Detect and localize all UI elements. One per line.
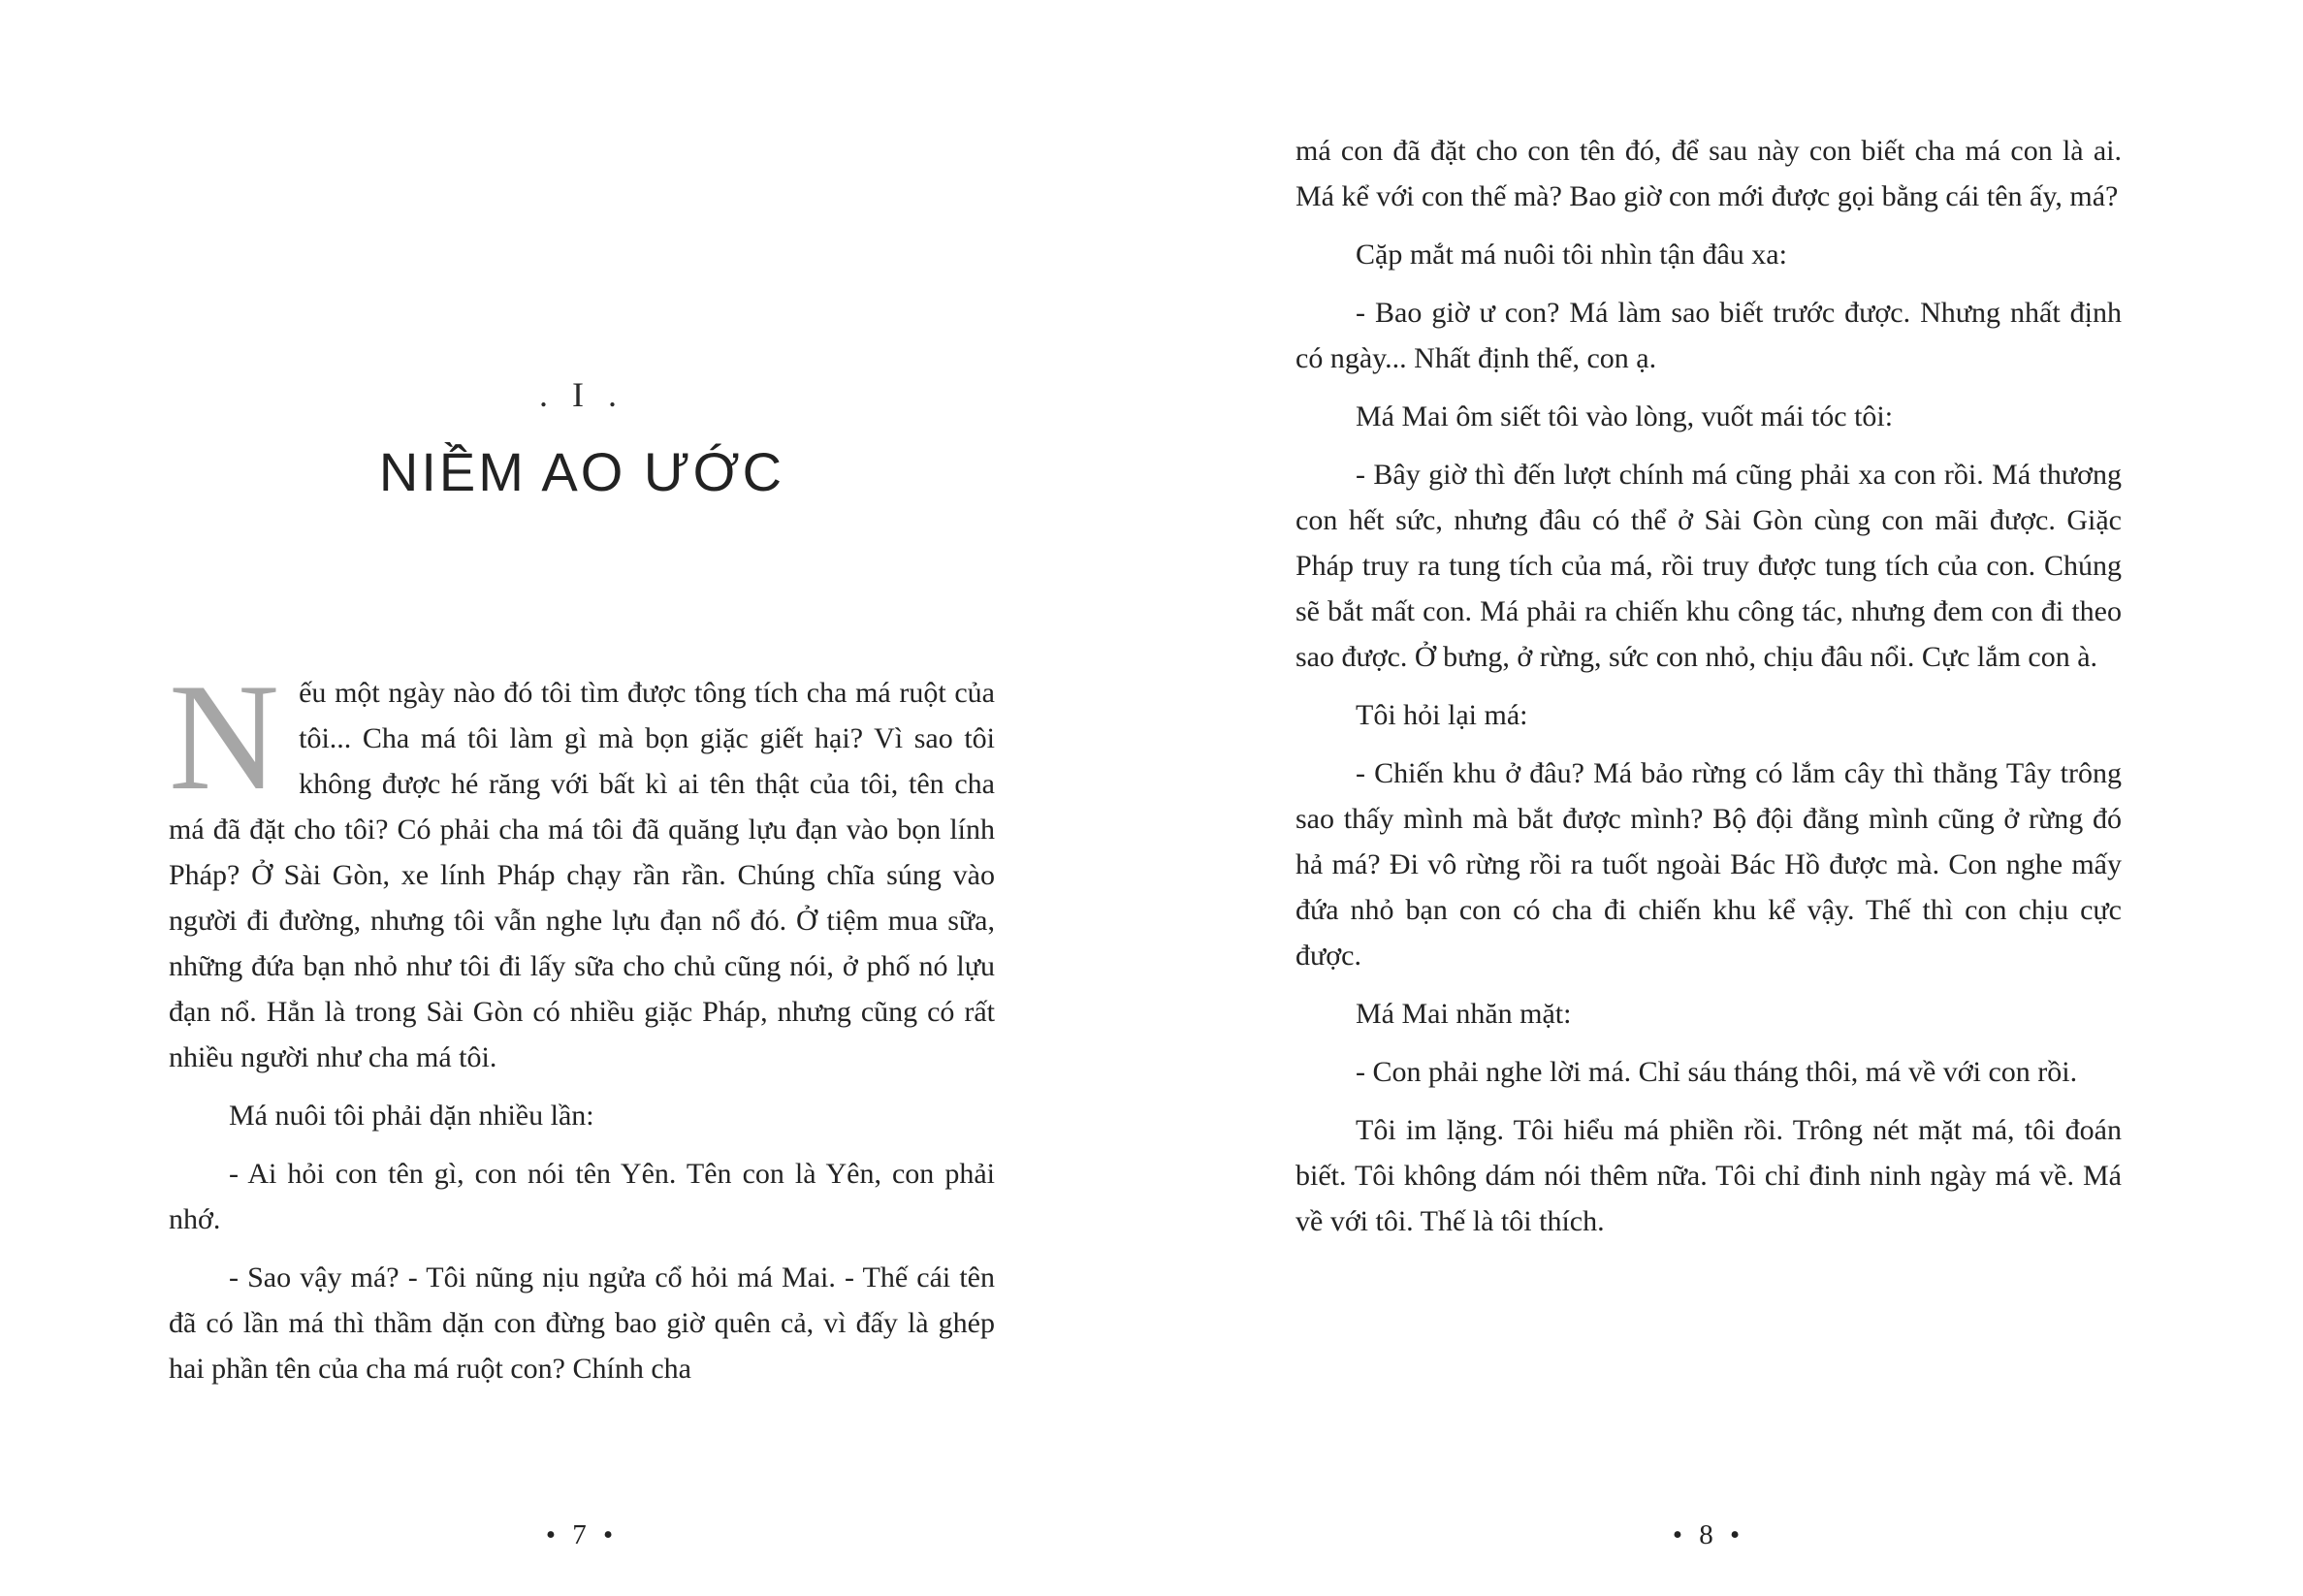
opening-paragraph-text: ếu một ngày nào đó tôi tìm được tông tích cha má ruột của tôi... Cha má tôi làm gì mà bọn giặc giết hại? Vì sao tôi không được hé răng với bất kì ai tên thật của tôi, tên cha má đã đặt cho tôi? Có phải cha má tôi đã quăng lựu đạn vào bọn lính Pháp? Ở Sài Gòn, xe lính Pháp chạy rần rần. Chúng chĩa súng vào người đi đường, nhưng tôi vẫn nghe lựu đạn nổ đó. Ở tiệm mua sữa, những đứa bạn nhỏ như tôi đi lấy sữa cho chủ cũng nói, ở phố nó lựu đạn nổ. Hẳn là trong Sài Gòn có nhiều giặc Pháp, nhưng cũng có rất nhiều người như cha má tôi. (169, 677, 995, 1073)
paragraph: - Con phải nghe lời má. Chỉ sáu tháng thôi, má về với con rồi. (1356, 1056, 2078, 1088)
paragraph: Tôi hỏi lại má: (1356, 699, 1528, 731)
chapter-header (169, 374, 995, 503)
paragraph: Má Mai ôm siết tôi vào lòng, vuốt mái tóc tôi: (1356, 400, 1894, 432)
paragraph: Má Mai nhăn mặt: (1356, 998, 1572, 1030)
left-page-body (169, 653, 995, 1391)
paragraph: - Chiến khu ở đâu? Má bảo rừng có lắm cây thì thằng Tây trông sao thấy mình mà bắt được mình? Bộ đội đằng mình cũng ở rừng đó hả má? Đi vô rừng rồi ra tuốt ngoài Bác Hồ được mà. Con nghe mấy đứa nhỏ bạn con có cha đi chiến khu kể vậy. Thế thì con chịu cực được. (1295, 757, 2122, 972)
page-number-right: • 8 • (1672, 1519, 1745, 1550)
paragraph: - Sao vậy má? - Tôi nũng nịu ngửa cổ hỏi má Mai. - Thế cái tên đã có lần má thì thầm dặn con đừng bao giờ quên cả, vì đấy là ghép hai phần tên của cha má ruột con? Chính cha (169, 1261, 995, 1385)
page-left (169, 0, 995, 1596)
right-page-body (1295, 0, 2122, 1244)
paragraph: Cặp mắt má nuôi tôi nhìn tận đâu xa: (1356, 239, 1787, 271)
chapter-number: . I . (539, 375, 624, 414)
page-number-left: • 7 • (545, 1519, 619, 1550)
paragraph: - Bây giờ thì đến lượt chính má cũng phải xa con rồi. Má thương con hết sức, nhưng đâu có thể ở Sài Gòn cùng con mãi được. Giặc Pháp truy ra tung tích của má, rồi truy được tung tích của con. Chúng sẽ bắt mất con. Má phải ra chiến khu công tác, nhưng đem con đi theo sao được. Ở bưng, ở rừng, sức con nhỏ, chịu đâu nổi. Cực lắm con à. (1295, 459, 2122, 673)
chapter-title: NIỀM AO ƯỚC (378, 441, 785, 502)
paragraph: - Ai hỏi con tên gì, con nói tên Yên. Tên con là Yên, con phải nhớ. (169, 1158, 995, 1235)
paragraph: má con đã đặt cho con tên đó, để sau này con biết cha má con là ai. Má kể với con thế mà? Bao giờ con mới được gọi bằng cái tên ấy, má? (1295, 135, 2122, 212)
left-paragraph-list (169, 1093, 995, 1391)
opening-paragraph (169, 653, 995, 1080)
paragraph: Má nuôi tôi phải dặn nhiều lần: (229, 1100, 594, 1132)
paragraph: - Bao giờ ư con? Má làm sao biết trước được. Nhưng nhất định có ngày... Nhất định thế, con ạ. (1295, 297, 2122, 374)
paragraph: Tôi im lặng. Tôi hiểu má phiền rồi. Trông nét mặt má, tôi đoán biết. Tôi không dám nói thêm nữa. Tôi chỉ đinh ninh ngày má về. Má về với tôi. Thế là tôi thích. (1295, 1114, 2122, 1237)
drop-cap: N (169, 653, 280, 822)
page-right (1295, 0, 2122, 1596)
